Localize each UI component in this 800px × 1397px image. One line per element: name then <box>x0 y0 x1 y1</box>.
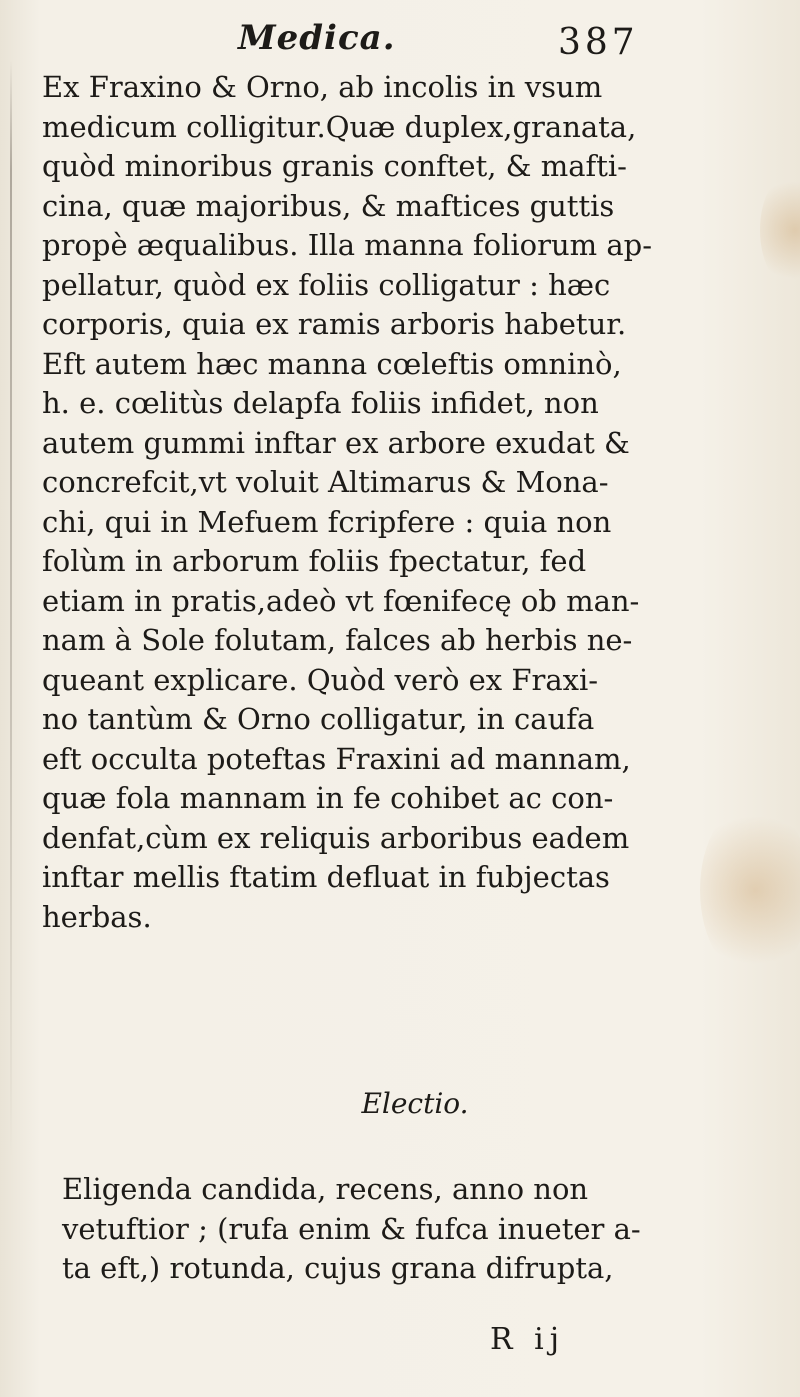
text-line: medicum colligitur.Quæ duplex,granata, <box>42 109 637 144</box>
text-line: propè æqualibus. Illa manna foliorum ap- <box>42 228 653 262</box>
text-line: Ex Fraxino & Orno, ab incolis in vsum <box>42 70 603 104</box>
text-line: ta eft,) rotunda, cujus grana difrupta, <box>62 1251 614 1285</box>
text-line: eft occulta poteftas Fraxini ad mannam, <box>42 741 631 776</box>
gutter-shadow <box>10 60 12 1160</box>
text-line: Eligenda candida, recens, anno non <box>62 1172 589 1206</box>
text-line: vetuftior ; (rufa enim & fufca inueter a- <box>62 1211 641 1246</box>
text-line: concrefcit,vt voluit Altimarus & Mona- <box>42 465 609 499</box>
text-line: quòd minoribus granis conftet, & mafti- <box>42 149 627 183</box>
page-header <box>0 18 800 68</box>
main-paragraph <box>42 68 702 937</box>
text-line: quæ fola mannam in fe cohibet ac con- <box>42 781 614 815</box>
text-line: nam à Sole folutam, falces ab herbis ne- <box>42 623 633 657</box>
text-line: folùm in arborum foliis fpectatur, fed <box>42 544 587 578</box>
text-line: chi, qui in Mefuem fcripfere : quia non <box>42 504 612 539</box>
text-line: no tantùm & Orno colligatur, in caufa <box>42 702 595 736</box>
second-paragraph <box>62 1170 702 1289</box>
page-number: 387 <box>558 22 639 63</box>
running-head: Medica. <box>238 18 396 58</box>
section-heading: Electio. <box>361 1087 469 1120</box>
text-line: cina, quæ majoribus, & maftices guttis <box>42 188 615 223</box>
text-line: corporis, quia ex ramis arboris habetur. <box>42 307 627 341</box>
text-line: denfat,cùm ex reliquis arboribus eadem <box>42 820 630 855</box>
text-line: pellatur, quòd ex foliis colligatur : hæc <box>42 267 611 302</box>
text-line: h. e. cœlitùs delapfa foliis infidet, non <box>42 386 599 420</box>
signature-mark: R ij <box>490 1322 566 1357</box>
text-line: inftar mellis ftatim defluat in fubjectas <box>42 860 610 894</box>
paper-stain <box>760 170 800 290</box>
text-line: etiam in pratis,adeò vt fœnifecę ob man- <box>42 583 640 618</box>
text-line: queant explicare. Quòd verò ex Fraxi- <box>42 662 599 697</box>
text-line: Eft autem hæc manna cœleftis omninò, <box>42 346 622 381</box>
paper-stain <box>700 800 800 980</box>
text-line: autem gummi inftar ex arbore exudat & <box>42 425 630 460</box>
text-line: herbas. <box>42 899 152 934</box>
